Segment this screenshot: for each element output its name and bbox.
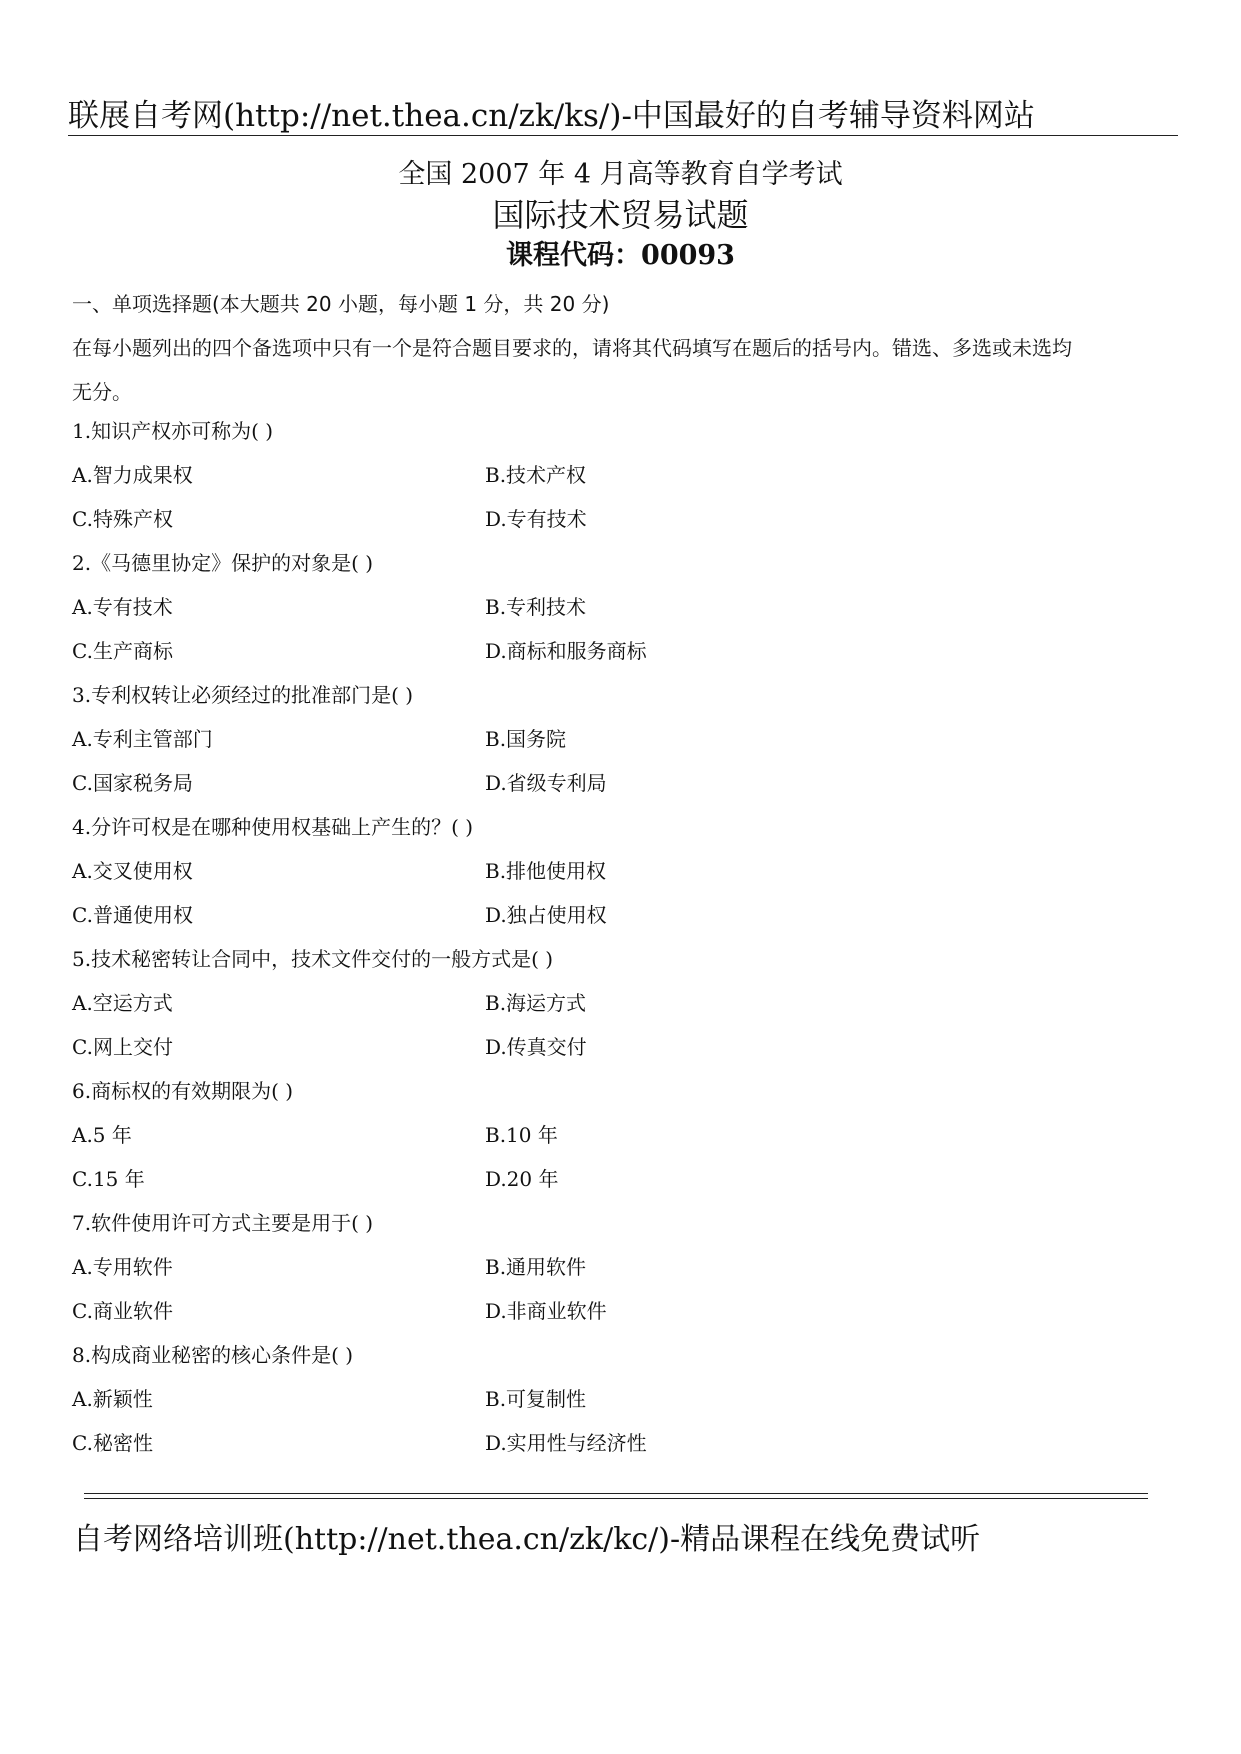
section-instruction-line1: 在每小题列出的四个备选项中只有一个是符合题目要求的，请将其代码填写在题后的括号内。错选、多选或未选均 <box>72 336 1072 360</box>
option-c: C.普通使用权 <box>72 903 193 927</box>
course-code: 课程代码：00093 <box>506 240 735 271</box>
option-row <box>72 596 1172 640</box>
option-d: D.省级专利局 <box>485 771 607 795</box>
question-text: 3.专利权转让必须经过的批准部门是( ) <box>72 683 414 707</box>
option-c: C.秘密性 <box>72 1431 153 1455</box>
option-b: B.可复制性 <box>485 1387 587 1411</box>
subject-title: 国际技术贸易试题 <box>492 196 749 234</box>
option-row <box>72 1432 1172 1476</box>
option-d: D.独占使用权 <box>485 903 607 927</box>
option-b: B.通用软件 <box>485 1255 587 1279</box>
option-row <box>72 1256 1172 1300</box>
question-text: 6.商标权的有效期限为( ) <box>72 1079 294 1103</box>
option-row <box>72 464 1172 508</box>
option-b: B.技术产权 <box>485 463 587 487</box>
question-7 <box>72 1212 1172 1344</box>
option-row <box>72 772 1172 816</box>
option-c: C.生产商标 <box>72 639 173 663</box>
question-2 <box>72 552 1172 684</box>
option-d: D.专有技术 <box>485 507 587 531</box>
question-text: 7.软件使用许可方式主要是用于( ) <box>72 1211 374 1235</box>
option-c: C.网上交付 <box>72 1035 173 1059</box>
option-b: B.国务院 <box>485 727 567 751</box>
header-divider <box>68 135 1178 136</box>
option-b: B.海运方式 <box>485 991 587 1015</box>
exam-title: 全国 2007 年 4 月高等教育自学考试 <box>398 159 843 190</box>
option-b: B.专利技术 <box>485 595 587 619</box>
question-6 <box>72 1080 1172 1212</box>
option-d: D.非商业软件 <box>485 1299 607 1323</box>
option-row <box>72 860 1172 904</box>
option-a: A.新颖性 <box>72 1387 153 1411</box>
question-text: 2.《马德里协定》保护的对象是( ) <box>72 551 374 575</box>
question-3 <box>72 684 1172 816</box>
question-text: 4.分许可权是在哪种使用权基础上产生的？( ) <box>72 815 474 839</box>
question-text: 1.知识产权亦可称为( ) <box>72 419 274 443</box>
option-row <box>72 1036 1172 1080</box>
option-c: C.国家税务局 <box>72 771 193 795</box>
option-a: A.5 年 <box>72 1123 132 1147</box>
section-instruction-line2: 无分。 <box>72 380 132 404</box>
option-a: A.专有技术 <box>72 595 173 619</box>
header-banner: 联展自考网(http://net.thea.cn/zk/ks/)-中国最好的自考辅导资料网站 <box>68 98 1035 134</box>
option-row <box>72 1124 1172 1168</box>
option-a: A.交叉使用权 <box>72 859 193 883</box>
option-row <box>72 640 1172 684</box>
section-heading: 一、单项选择题(本大题共 20 小题，每小题 1 分，共 20 分) <box>72 292 610 316</box>
option-b: B.10 年 <box>485 1123 558 1147</box>
question-5 <box>72 948 1172 1080</box>
option-c: C.商业软件 <box>72 1299 173 1323</box>
option-row <box>72 1300 1172 1344</box>
option-row <box>72 1388 1172 1432</box>
question-text: 8.构成商业秘密的核心条件是( ) <box>72 1343 354 1367</box>
option-a: A.智力成果权 <box>72 463 193 487</box>
option-b: B.排他使用权 <box>485 859 607 883</box>
question-1 <box>72 420 1172 552</box>
option-c: C.15 年 <box>72 1167 145 1191</box>
option-a: A.专用软件 <box>72 1255 173 1279</box>
option-row <box>72 992 1172 1036</box>
option-d: D.商标和服务商标 <box>485 639 647 663</box>
option-d: D.20 年 <box>485 1167 559 1191</box>
footer-banner: 自考网络培训班(http://net.thea.cn/zk/kc/)-精品课程在线免费试听 <box>73 1522 981 1557</box>
option-a: A.专利主管部门 <box>72 727 213 751</box>
option-row <box>72 508 1172 552</box>
option-row <box>72 1168 1172 1212</box>
question-8 <box>72 1344 1172 1476</box>
question-list <box>72 420 1172 1476</box>
option-row <box>72 904 1172 948</box>
option-d: D.传真交付 <box>485 1035 587 1059</box>
question-4 <box>72 816 1172 948</box>
question-text: 5.技术秘密转让合同中，技术文件交付的一般方式是( ) <box>72 947 554 971</box>
option-c: C.特殊产权 <box>72 507 173 531</box>
footer-divider <box>84 1493 1148 1499</box>
option-d: D.实用性与经济性 <box>485 1431 647 1455</box>
option-row <box>72 728 1172 772</box>
option-a: A.空运方式 <box>72 991 173 1015</box>
